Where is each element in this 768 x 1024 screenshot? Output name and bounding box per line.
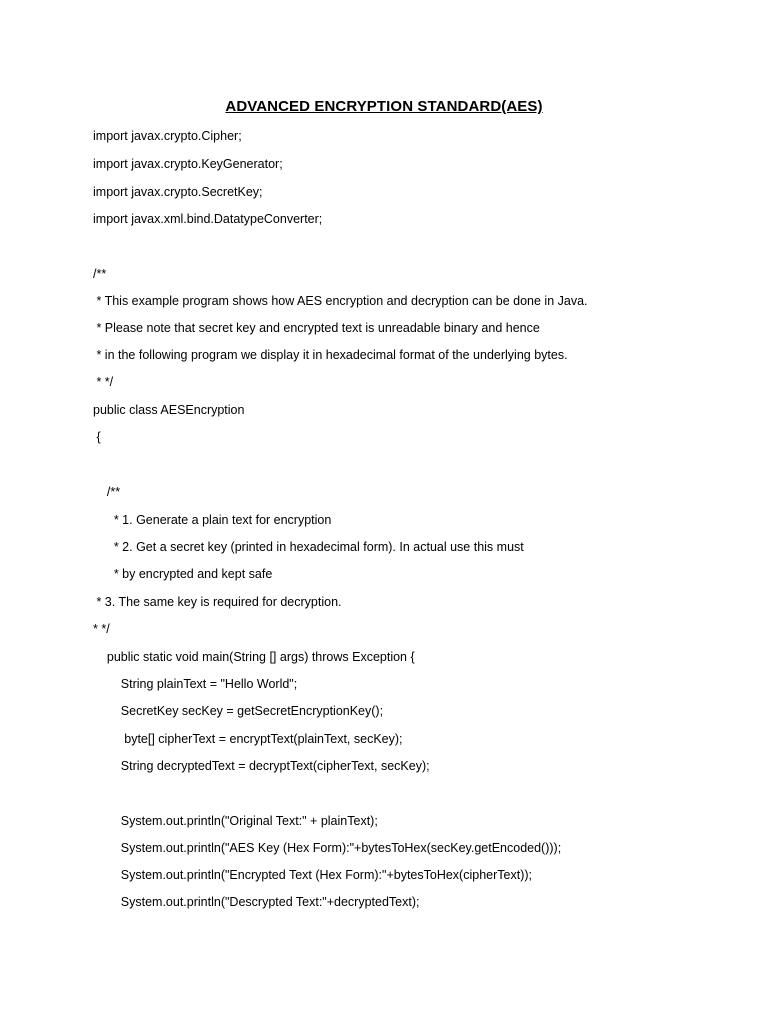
code-line: String decryptedText = decryptText(cipherText, secKey); bbox=[93, 759, 430, 773]
code-line: * This example program shows how AES encryption and decryption can be done in Java. bbox=[93, 294, 588, 308]
code-line: SecretKey secKey = getSecretEncryptionKey(); bbox=[93, 704, 384, 718]
code-line: /** bbox=[93, 267, 107, 281]
code-line: String plainText = "Hello World"; bbox=[93, 677, 298, 691]
document-title: ADVANCED ENCRYPTION STANDARD(AES) bbox=[225, 98, 543, 115]
code-line: * by encrypted and kept safe bbox=[93, 567, 273, 581]
code-line: System.out.println("Descrypted Text:"+decryptedText); bbox=[93, 895, 420, 909]
code-line: { bbox=[93, 430, 101, 444]
code-line: * 1. Generate a plain text for encryption bbox=[93, 513, 332, 527]
code-line: System.out.println("Original Text:" + plainText); bbox=[93, 814, 378, 828]
code-line: System.out.println("AES Key (Hex Form):"+bytesToHex(secKey.getEncoded())); bbox=[93, 841, 562, 855]
code-line: System.out.println("Encrypted Text (Hex Form):"+bytesToHex(cipherText)); bbox=[93, 868, 532, 882]
code-line: public class AESEncryption bbox=[93, 403, 245, 417]
code-line: * Please note that secret key and encrypted text is unreadable binary and hence bbox=[93, 321, 540, 335]
code-line: * 2. Get a secret key (printed in hexadecimal form). In actual use this must bbox=[93, 540, 524, 554]
code-line: * 3. The same key is required for decryption. bbox=[93, 595, 342, 609]
code-line: import javax.xml.bind.DatatypeConverter; bbox=[93, 212, 323, 226]
code-line: import javax.crypto.SecretKey; bbox=[93, 185, 263, 199]
code-line: /** bbox=[93, 485, 121, 499]
code-line: public static void main(String [] args) throws Exception { bbox=[93, 650, 415, 664]
code-line: import javax.crypto.Cipher; bbox=[93, 129, 242, 143]
code-line: * */ bbox=[93, 622, 110, 636]
code-line: import javax.crypto.KeyGenerator; bbox=[93, 157, 283, 171]
code-line: * in the following program we display it in hexadecimal format of the underlying bytes. bbox=[93, 348, 568, 362]
code-line: byte[] cipherText = encryptText(plainText, secKey); bbox=[93, 732, 403, 746]
code-line: * */ bbox=[93, 375, 114, 389]
